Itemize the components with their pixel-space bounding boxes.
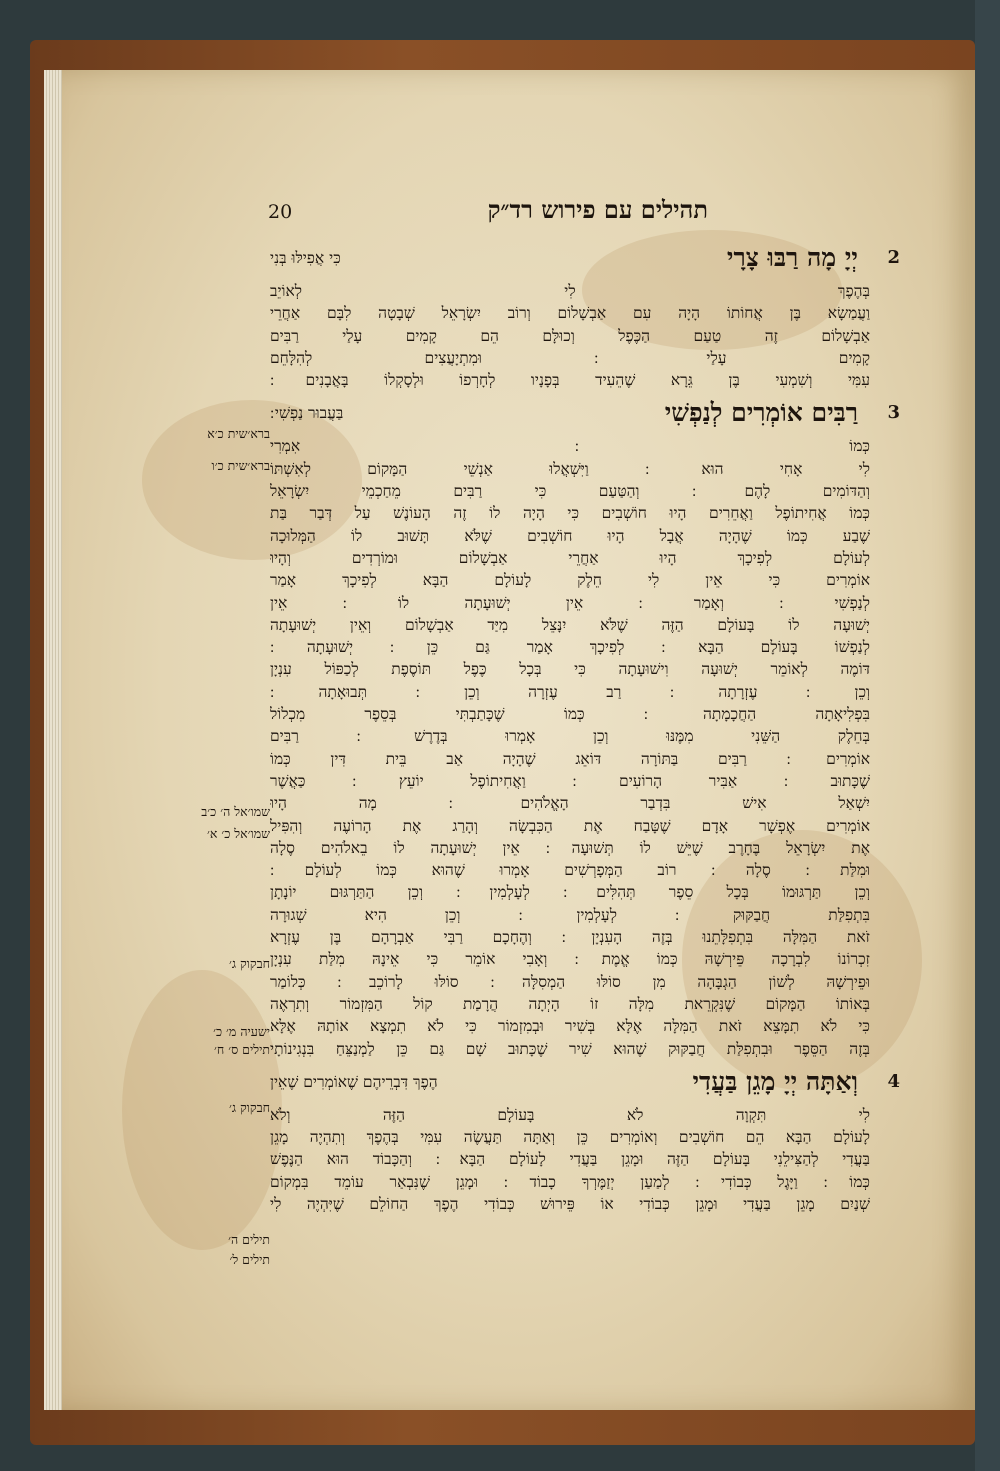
text-line: לְנַפְשׁוֹ בָּעוֹלָם הַבָּא ׃ לְפִיכָךְ אָמַר גַּם כֵּן ׃ יְשׁוּעָתָה ׃ [270,638,870,657]
margin-note: שמו׳אל ה׳ כ׳ב [201,804,270,819]
text-line: בְּחֵלֶק הַשֵּׁנִי מִמֶּנּוּ וְכֵן אָמְרוּ בְּדֶרֶשׁ ׃ רַבִּים [270,727,870,746]
margin-note: ישעיה מ׳ כ׳ [213,1024,270,1039]
text-line: דּוֹמֶה לְאוֹמֵר יְשׁוּעָה וִישׁוּעָתָה כִּי בְּכָל כֶּפֶל תּוֹסֶפֶת לְכַפּוֹל עִנְיָן [270,660,870,679]
verse-tail: הֶפֶךְ דִּבְרֵיהֶם שֶׁאוֹמְרִים שֶׁאֵין [270,1072,438,1091]
text-line: וַעֲמַשָׂא בֶּן אֲחוֹתוֹ הָיָה עִם אַבְשָׁלוֹם וְרוֹב יִשְׂרָאֵל שְׁבָטָה לִבָּם אַחֲרֵי [270,304,870,323]
text-line: כְּמוֹ אֲחִיתוֹפֶל וַאֲחֵרִים הָיוּ חוֹשְׁבִים כִּי הָיָה לוֹ זֶה הָעוֹנֶשׁ עַל דְּבַר בַּת [270,504,870,523]
verse-number: 4 [887,1070,900,1092]
verse-heading: רַבִּים אוֹמְרִים לְנַפְשִׁי [664,398,858,428]
verse-number: 2 [887,247,900,268]
text-line: וְהַדּוֹמִים לָהֶם ׃ וְהַטַּעַם כִּי רַבִּים מֵחַכְמֵי יִשְׂרָאֵל [270,482,870,501]
text-line: בִּתְפִלַּת חֲבַקּוּק ׃ לְעָלְמִין ׃ וְכֵן הִיא שְׁגוּרָה [270,905,870,924]
text-line: כִּי לֹא תִמָּצֵא זֹאת הַמִּלָּה אֶלָּא בְּשִׁיר וּבְמִזְמוֹר כִּי לֹא תִמְצָא אוֹתָהּ אֶלָּא [270,1017,870,1036]
text-line: בִּפְלִיאָתָה הַחֲכָמָתָה ׃ כְּמוֹ שֶׁכָּתַבְתִּי בְּסֵפֶר מִכְלוֹל [270,705,870,724]
verse-tail: כִּי אֲפִילּוּ בְּנִי [270,249,341,267]
commentary-column [270,236,900,1215]
text-line: וּמִלַּת ׃ סֶלָה ׃ רוֹב הַמְּפָרְשִׁים אָמְרוּ שֶׁהוּא כְּמוֹ לְעוֹלָם ׃ [270,861,870,880]
text-line: שֶׁכָּתוּב ׃ אַבִּיר הָרוֹעִים ׃ וַאֲחִיתוֹפֶל יוֹעֵץ ׃ כַּאֲשֶׁר [270,771,870,790]
verse-number: 3 [887,402,900,424]
text-line: זִכְרוֹנוֹ לִבְרָכָה פֵּירְשָׁהּ כְּמוֹ אֱמֶת ׃ וְאָבִי אוֹמֵר כִּי אֵינָהּ מִלַּת עִנְיָן [270,950,870,969]
text-line: שֶׁבַע כְּמוֹ שֶׁהָיָה אֲבָל הָיוּ חוֹשְׁבִים שֶׁלֹּא תָּשׁוּב לוֹ הַמְּלוּכָה [270,526,870,545]
text-line: אוֹמְרִים ׃ רַבִּים בַּתּוֹרָה דּוֹאֵג שֶׁהָיָה אַב בֵּית דִּין כְּמוֹ [270,749,870,768]
margin-note: תילים ס׳ ח׳ [213,1042,270,1057]
text-line: אוֹמְרִים כִּי אֵין לִי חֵלֶק לָעוֹלָם הַבָּא לְפִיכָךְ אָמַר [270,571,870,590]
margin-note: חבקוק ג׳ [229,956,270,971]
margin-note: חבקוק ג׳ [229,1100,270,1115]
text-line: לְנַפְשִׁי ׃ וְאָמַר ׃ אֵין יְשׁוּעָתָה לוֹ ׃ אֵין [270,593,870,612]
text-line: בַּעֲדִי לְהַצִּילֵנִי בָּעוֹלָם הַזֶּה וּמָגֵן בַּעֲדִי לָעוֹלָם הַבָּא ׃ וְהַכָּבוֹד הוּא הַנֶּפֶשׁ [270,1150,870,1169]
folio-number: 20 [268,201,293,223]
verse-heading: וְאַתָּה יְיָ מָגֵן בַּעֲדִי [692,1066,858,1096]
text-line: וְכֵן תַּרְגּוּמוֹ בְּכָל סֵפֶר תְּהִלִּים ׃ לְעָלְמִין ׃ וְכֵן הַתַּרְגּוּם יוֹנָתָן [270,883,870,902]
text-line: לִי תִּקְוָה לֹא בָּעוֹלָם הַזֶּה וְלֹא [270,1105,870,1124]
text-line: יְשׁוּעָה לוֹ בָּעוֹלָם הַזֶּה שֶׁלֹּא יִנָּצֵל מִיַּד אַבְשָׁלוֹם וְאֵין יְשׁוּעָתָה [270,615,870,634]
text-line: כְּמוֹ ׃ אִמְרִי [270,437,870,456]
verse-line [270,1060,900,1104]
margin-note: תילים ל׳ [229,1252,270,1267]
text-line: לָעוֹלָם הַבָּא הֵם חוֹשְׁבִים וְאוֹמְרִים כֵּן וְאַתָּה תַּעֲשֶׂה עִמִּי בְּהֶפֶךְ וְתִהְיֶה מָגֵן [270,1128,870,1147]
margin-note: שמו׳אל כ׳ א׳ [206,826,270,841]
margin-note: תילים ה׳ [228,1232,270,1247]
commentary-block [270,280,870,391]
text-line: וְכֵן ׃ עֶזְרָתָה ׃ רַב עֶזְרָה וְכֵן ׃ תְּבוּאָתָה ׃ [270,682,870,701]
text-line: כְּמוֹ ׃ וַיָּגֶל כְּבוֹדִי ׃ לְמַעַן יְזַמֶּרְךָ כָבוֹד ׃ וּמָגֵן שֶׁנִּבְאַר עוֹמֵד בִּמְקוֹם [270,1172,870,1191]
text-line: לִי אָחִי הוּא ׃ וַיִּשְׁאֲלוּ אַנְשֵׁי הַמָּקוֹם לְאִשְׁתּוֹ [270,459,870,478]
text-line: וּפֵירְשָׁהּ לְשׁוֹן הַגְבָּהָה מִן סוֹלּוּ הַמְסִלָּה ׃ סוֹלּוּ לָרוֹכֵב ׃ כְּלוֹמַר [270,972,870,991]
verse-tail: בַּעֲבוּר נַפְשִׁי ׃ [270,404,344,423]
text-line: זֹאת הַמִּלָּה בִּתְפִלָּתֵנוּ בְּזֶה הָעִנְיָן ׃ וְהֶחָכָם רַבִּי אַבְרָהָם בֶּן עֶזְרָא [270,928,870,947]
background-right [975,0,1000,1471]
text-line: בְּזֶה הַסֵּפֶר וּבִתְפִלַּת חֲבַקּוּק שֶׁהוּא שִׁיר שֶׁכָּתוּב שָׁם גַּם כֵּן לַמְנַצֵּחַ בִּנְגִינוֹתָי [270,1039,870,1058]
commentary-block [270,1104,870,1215]
verse-line [270,391,900,435]
running-title: תהילים עם פירוש רד״ק [487,195,708,224]
text-line: שְׁנַיִם מָגֵן בַּעֲדִי וּמָגֵן כְּבוֹדִי אוֹ פֵּירוּשׁ כְּבוֹדִי הֶפֶךְ הַחוֹלֵם שֶׁיִּהְיֶה לִי [270,1194,870,1213]
text-line: אֶת יִשְׂרָאֵל בֶּחָרֶב שֶׁיֵּשׁ לוֹ תְּשׁוּעָה ׃ אֵין יְשׁוּעָתָה לוֹ בֵאלֹהִים סֶלָה [270,838,870,857]
text-line: עִמִּי וְשִׁמְעִי בֶּן גֵּרָא שֶׁהֵעִיד בְּפָנָיו לְחָרְפוֹ וּלְסָקְלוֹ בָּאֲבָנִים ׃ [270,371,870,390]
verse-heading: יְיָ מָה רַבּוּ צָרָי [726,243,858,272]
margin-note: ברא׳שית כ׳ו [211,458,270,473]
margin-note: ברא׳שית כ׳א [207,426,270,441]
text-line: אוֹמְרִים אֶפְשָׁר אָדָם שֶׁטָּבַח אֶת הַכִּבְשָׂה וְהָרַג אֶת הָרוֹעֶה וְהִפִּיל [270,816,870,835]
commentary-block [270,435,870,1059]
text-line: יִשְׁאַל אִישׁ בִּדְבַר הָאֱלֹהִים ׃ מָה הָיוּ [270,794,870,813]
page-header [258,195,718,235]
text-line: קָמִים עָלַי ׃ וּמִתְיָעֲצִים לְהִלָּחֵם [270,348,870,367]
text-line: אַבְשָׁלוֹם זֶה טַעַם הַכֶּפֶל וְכוּלָּם הֵם קָמִים עָלַי רַבִּים [270,326,870,345]
text-line: בְּהֶפֶךְ לִי לְאוֹיֵב [270,282,870,300]
text-line: בְּאוֹתוֹ הַמָּקוֹם שֶׁנִּקְרֵאת מִלָּה זוֹ הָיְתָה הֲרָמַת קוֹל הַמִּזְמוֹר וְתִרְאֶה [270,994,870,1013]
verse-line [270,236,900,280]
text-line: לְעוֹלָם לְפִיכָךְ הָיוּ אַחֲרֵי אַבְשָׁלוֹם וּמוֹרְדִים וְהָיוּ [270,548,870,567]
